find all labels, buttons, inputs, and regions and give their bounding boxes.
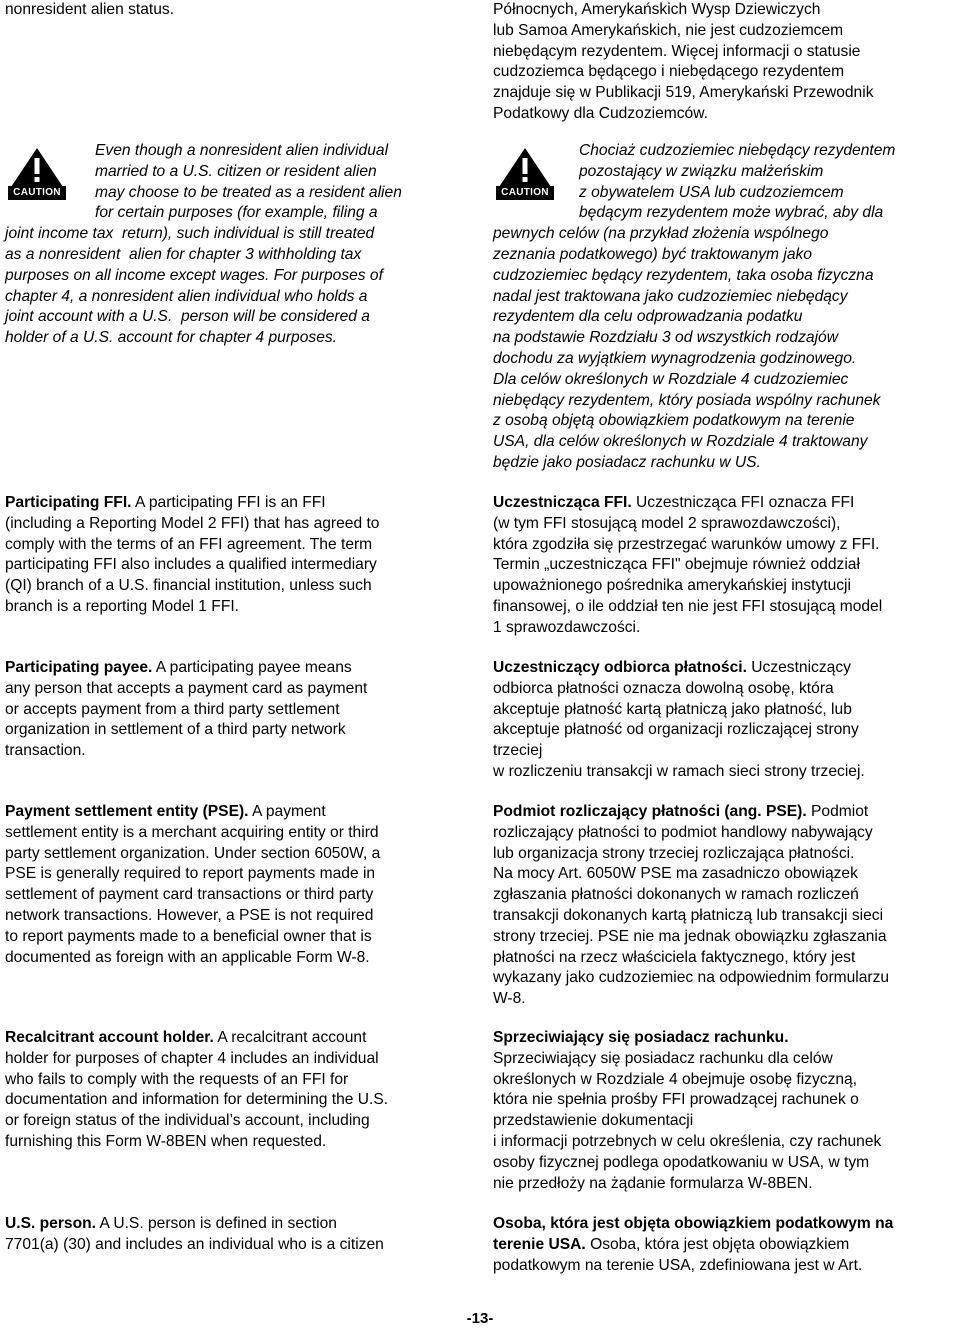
term-heading: Recalcitrant account holder. xyxy=(5,1029,214,1046)
definition-text: A recalcitrant account holder for purposes of chapter 4 includes an individual who fails to comply with the requests of an FFI for documentation and information for determining the U.S. or foreign status of the individual’s account, including furnishing this Form W-8BEN when requested. xyxy=(5,1029,389,1150)
caution-line: as a nonresident alien for chapter 3 withholding tax xyxy=(5,245,362,263)
left-us-person xyxy=(5,1214,451,1256)
definition-text: A U.S. person is defined in section 7701(a) (30) and includes an individual who is a citizen xyxy=(5,1215,384,1253)
definition-text: Uczestniczący odbiorca płatności oznacza dowolną osobę, która akceptuje płatność kartą płatniczą jako płatność, lub akceptuje płatność od organizacji rozliczającej strony trzeciej w rozliczeniu transakcji w ramach sieci strony trzeciej. xyxy=(493,659,865,780)
caution-line: na podstawie Rozdziału 3 od wszystkich rodzajów xyxy=(493,329,838,347)
definition-text: A participating FFI is an FFI (including a Reporting Model 2 FFI) that has agreed to comply with the terms of an FFI agreement. The term participating FFI also includes a qualified intermediary (QI) branch of a U.S. financial institution, unless such branch is a reporting Model 1 FFI. xyxy=(5,494,380,615)
caution-line: rezydentem dla celu odprowadzania podatku xyxy=(493,308,803,326)
right-participating-ffi xyxy=(493,493,955,639)
left-participating-payee xyxy=(5,658,451,762)
right-us-person xyxy=(493,1214,955,1276)
caution-line: for certain purposes (for example, filing a xyxy=(95,204,378,222)
left-caution-text xyxy=(5,141,451,349)
caution-label: CAUTION xyxy=(496,186,554,200)
term-heading: Uczestniczący odbiorca płatności. xyxy=(493,659,747,676)
caution-line: z osobą objętą obowiązkiem podatkowym na terenie xyxy=(493,412,855,430)
term-heading: Podmiot rozliczający płatności (ang. PSE). xyxy=(493,803,807,820)
caution-line: may choose to be treated as a resident alien xyxy=(95,183,402,201)
term-heading: Uczestnicząca FFI. xyxy=(493,494,632,511)
caution-line: będzie jako posiadacz rachunku w US. xyxy=(493,453,761,471)
term-heading: Participating FFI. xyxy=(5,494,132,511)
caution-line: joint income tax return), such individual is still treated xyxy=(5,225,375,243)
term-heading: Sprzeciwiający się posiadacz rachunku. xyxy=(493,1029,789,1046)
left-pse xyxy=(5,802,451,968)
caution-line: purposes on all income except wages. For purposes of xyxy=(5,266,383,284)
caution-line: dochodu za wyjątkiem wynagrodzenia godzinowego. xyxy=(493,349,857,367)
page-number: -13- xyxy=(466,1310,494,1327)
right-caution-text xyxy=(493,141,955,474)
caution-line: married to a U.S. citizen or resident alien xyxy=(95,162,377,180)
caution-line: niebędący rezydentem, który posiada wspólny rachunek xyxy=(493,391,881,409)
caution-line: będącym rezydentem może wybrać, aby dla xyxy=(579,204,884,222)
caution-line: pewnych celów (na przykład złożenia wspólnego xyxy=(493,225,829,243)
definition-text: Podmiot rozliczający płatności to podmiot handlowy nabywający lub organizacja strony trzeciej rozliczająca płatności. Na mocy Art. 6050W PSE ma zasadniczo obowiązek zgłaszania płatności dokonanych w ramach rozliczeń transakcji dokonanych kartą płatniczą lub transakcji sieci strony trzeciej. PSE nie ma jednak obowiązku zgłaszania płatności na rzecz właściciela faktycznego, który jest wykazany jako cudzoziemiec na odpowiednim formularzu W-8. xyxy=(493,803,890,1008)
caution-line: Chociaż cudzoziemiec niebędący rezydentem xyxy=(579,142,896,159)
right-recalcitrant xyxy=(493,1028,955,1194)
caution-line: Even though a nonresident alien individual xyxy=(95,142,389,159)
caution-line: zeznania podatkowego) być traktowanym jako xyxy=(493,245,812,263)
caution-line: cudzoziemiec będący rezydentem, taka osoba fizyczna xyxy=(493,266,874,284)
left-top-fragment: nonresident alien status. xyxy=(5,1,175,18)
left-participating-ffi xyxy=(5,493,451,618)
right-pse xyxy=(493,802,955,1010)
definition-text: Osoba, która jest objęta obowiązkiem podatkowym na terenie USA, zdefiniowana jest w Art. xyxy=(493,1235,863,1274)
definition-text: A participating payee means any person that accepts a payment card as payment or accepts payment from a third party settlement organization in settlement of a third party network transaction. xyxy=(5,659,368,760)
caution-line: z obywatelem USA lub cudzoziemcem xyxy=(579,183,844,201)
caution-line: USA, dla celów określonych w Rozdziale 4 traktowany xyxy=(493,433,868,451)
caution-line: joint account with a U.S. person will be considered a xyxy=(5,308,370,326)
right-top-fragment: Północnych, Amerykańskich Wysp Dziewiczych lub Samoa Amerykańskich, nie jest cudzoziemcem niebędącym rezydentem. Więcej informacji o statusie cudzoziemca będącego i niebędącego rezydentem znajduje się w Publikacji 519, Amerykański Przewodnik Podatkowy dla Cudzoziemców. xyxy=(493,1,874,122)
caution-line: pozostający w związku małżeńskim xyxy=(579,162,824,180)
left-recalcitrant xyxy=(5,1028,451,1153)
definition-text: Sprzeciwiający się posiadacz rachunku dla celów określonych w Rozdziale 4 obejmuje osobę fizyczną, która nie spełnia prośby FFI prowadzącej rachunek o przedstawienie dokumentacji i informacji potrzebnych w celu określenia, czy rachunek osoby fizycznej podlega opodatkowaniu w USA, w tym nie przedłoży na żądanie formularza W-8BEN. xyxy=(493,1049,882,1192)
definition-text: Uczestnicząca FFI oznacza FFI (w tym FFI stosującą model 2 sprawozdawczości), która zgodziła się przestrzegać warunków umowy z FFI. Termin „uczestnicząca FFI" obejmuje również oddział upoważnionego pośrednika amerykańskiej instytucji finansowej, o ile oddział ten nie jest FFI stosującą model 1 sprawozdawczości. xyxy=(493,494,883,636)
right-participating-payee xyxy=(493,658,955,783)
caution-label: CAUTION xyxy=(8,186,66,200)
caution-line: chapter 4, a nonresident alien individual who holds a xyxy=(5,287,368,305)
term-heading: Payment settlement entity (PSE). xyxy=(5,803,249,820)
term-heading: Osoba, która jest objęta obowiązkiem podatkowym na terenie USA. xyxy=(493,1215,894,1253)
definition-text: A payment settlement entity is a merchant acquiring entity or third party settlement organization. Under section 6050W, a PSE is generally required to report payments made in settlement of payment card transactions or third party network transactions. However, a PSE is not required to report payments made to a beneficial owner that is documented as foreign with an applicable Form W-8. xyxy=(5,803,381,966)
caution-line: nadal jest traktowana jako cudzoziemiec niebędący xyxy=(493,287,848,305)
caution-line: Dla celów określonych w Rozdziale 4 cudzoziemiec xyxy=(493,370,849,388)
term-heading: Participating payee. xyxy=(5,659,153,676)
term-heading: U.S. person. xyxy=(5,1215,96,1232)
caution-line: holder of a U.S. account for chapter 4 purposes. xyxy=(5,329,337,347)
